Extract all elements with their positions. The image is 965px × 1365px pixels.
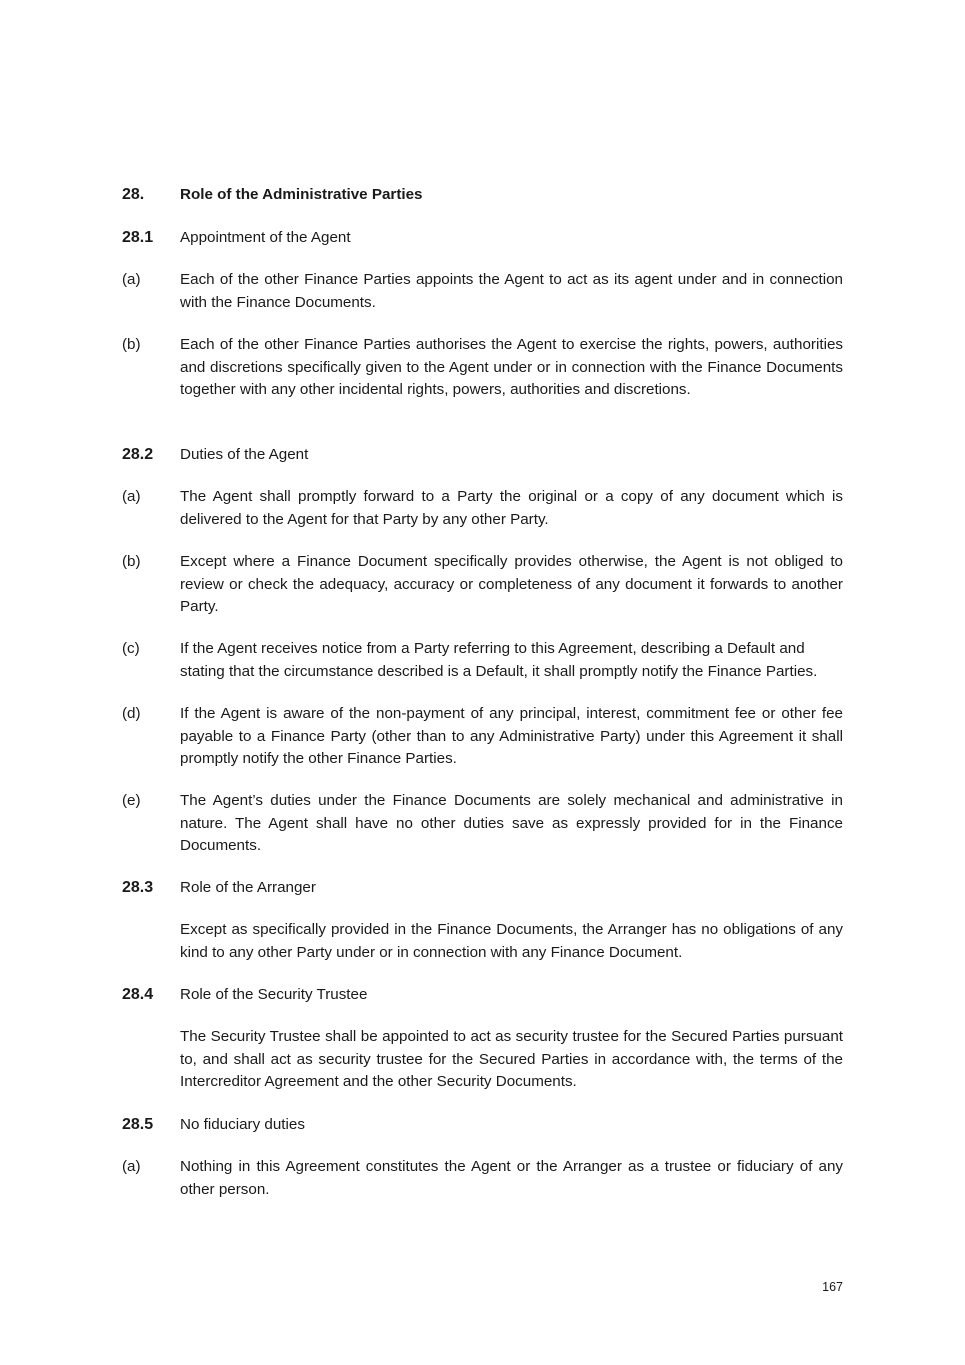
section-title: Role of the Arranger	[180, 879, 316, 896]
paragraph-label: (b)	[122, 553, 141, 570]
paragraph-text: Nothing in this Agreement constitutes the Agent or the Arranger as a trustee or fiduciary of any other person.	[180, 1158, 843, 1198]
clause-title: Role of the Administrative Parties	[180, 186, 423, 203]
paragraph-text: Each of the other Finance Parties authorises the Agent to exercise the rights, powers, authorities and discretions specifically given to the Agent under or in connection with the Finance Documents together with any other incidental rights, powers, authorities and discretions.	[180, 336, 843, 398]
paragraph-text: If the Agent is aware of the non-payment of any principal, interest, commitment fee or other fee payable to a Finance Party (other than to any Administrative Party) under this Agreement it shall promptly notify the other Finance Parties.	[180, 705, 843, 767]
paragraph-label: (a)	[122, 1158, 141, 1175]
section-number: 28.1	[122, 229, 154, 246]
paragraph-text: Except where a Finance Document specifically provides otherwise, the Agent is not obliged to review or check the adequacy, accuracy or completeness of any document it forwards to another Party.	[180, 553, 843, 615]
paragraph-text: The Agent shall promptly forward to a Party the original or a copy of any document which is delivered to the Agent for that Party by any other Party.	[180, 488, 843, 528]
section-title: Duties of the Agent	[180, 446, 309, 463]
section-title: Appointment of the Agent	[180, 229, 351, 246]
clause-number: 28.	[122, 186, 145, 203]
section-number: 28.3	[122, 879, 154, 896]
section-title: Role of the Security Trustee	[180, 986, 368, 1003]
section-number: 28.2	[122, 446, 154, 463]
paragraph-text: The Agent’s duties under the Finance Documents are solely mechanical and administrative in nature. The Agent shall have no other duties save as expressly provided for in the Finance Documents.	[180, 792, 843, 854]
page-number: 167	[822, 1280, 843, 1294]
paragraph-text: If the Agent receives notice from a Party referring to this Agreement, describing a Default and stating that the circumstance described is a Default, it shall promptly notify the Finance Parties.	[180, 640, 818, 680]
paragraph-text: The Security Trustee shall be appointed to act as security trustee for the Secured Parties pursuant to, and shall act as security trustee for the Secured Parties in accordance with, the terms of the Intercreditor Agreement and the other Security Documents.	[180, 1028, 843, 1090]
section-number: 28.4	[122, 986, 154, 1003]
paragraph-label: (b)	[122, 336, 141, 353]
section-number: 28.5	[122, 1116, 154, 1133]
section-title: No fiduciary duties	[180, 1116, 305, 1133]
paragraph-label: (c)	[122, 640, 140, 657]
paragraph-label: (a)	[122, 488, 141, 505]
paragraph-label: (a)	[122, 271, 141, 288]
paragraph-text: Except as specifically provided in the Finance Documents, the Arranger has no obligations of any kind to any other Party under or in connection with any Finance Document.	[180, 921, 843, 961]
paragraph-label: (e)	[122, 792, 141, 809]
paragraph-label: (d)	[122, 705, 141, 722]
paragraph-text: Each of the other Finance Parties appoints the Agent to act as its agent under and in connection with the Finance Documents.	[180, 271, 843, 311]
